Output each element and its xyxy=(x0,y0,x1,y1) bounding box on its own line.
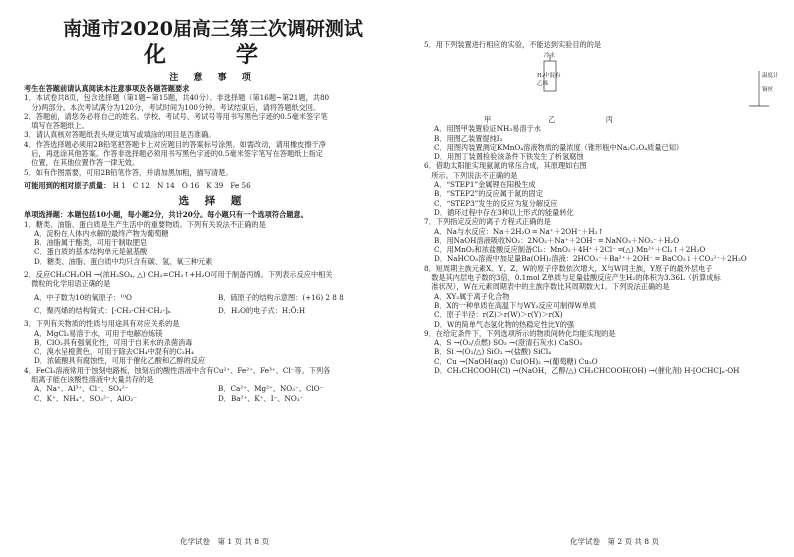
option: D．糖类、油脂、蛋白质中均只含有碳、氢、氧三种元素 xyxy=(34,256,213,266)
option: C．“STEP3”发生的反应为复分解反应 xyxy=(434,198,558,208)
exam-title: 南通市2020届高三第三次调研测试 xyxy=(63,18,363,40)
option: C．聚丙烯的结构简式：[-CH₂-CH-CH₂-]ₙ xyxy=(34,305,171,315)
option: B．用NaOH溶液吸收NO₂：2NO₂＋Na⁺＋2OH⁻ ═ NaNO₃＋NO₂⁻＋H₂O xyxy=(434,235,680,245)
option: C．K⁺、NH₄⁺、SO₃²⁻、AlO₂⁻ xyxy=(34,393,138,403)
question-7-stem: 7．下列指定反应的离子方程式正确的是 xyxy=(424,217,551,227)
option: D．W的简单气态氢化物的热稳定性比Y的强 xyxy=(434,319,575,329)
page-footer: 化学试卷 第 2 页 共 8 页 xyxy=(570,537,659,546)
option-row xyxy=(24,384,402,393)
notice-lead: 考生在答题前请认真阅读本注意事项及各题答题要求 xyxy=(24,84,190,93)
option: C．蛋白质的基本结构单元是氨基酸 xyxy=(34,247,148,257)
question-9-stem: 9．在给定条件下，下列选项所示的物质间转化均能实现的是 xyxy=(424,328,616,338)
option: C．用MnO₂和浓盐酸反应制备Cl₂：MnO₂＋4H⁺＋2Cl⁻ ═(△) Mn²⁺＋Cl₂↑＋2H₂O xyxy=(434,245,706,255)
page-footer: 化学试卷 第 1 页 共 8 页 xyxy=(180,537,269,546)
option-row xyxy=(24,293,402,302)
option: C．溴水呈橙黄色，可用于除去CH₄中混有的C₂H₄ xyxy=(34,347,194,357)
option: D．浓硫酸具有腐蚀性，可用于催化乙酸和乙醇的反应 xyxy=(34,356,206,366)
question-2-stem: 2．反应CH₃CH₂OH →(浓H₂SO₄, △) CH₂=CH₂↑+H₂O可用于制备丙烯。下列表示反应中相关 xyxy=(24,270,333,280)
subject-title: 化 学 xyxy=(143,42,282,68)
option: A．淀粉在人体内水解的最终产物为葡萄糖 xyxy=(34,228,169,238)
option-row xyxy=(24,394,402,403)
option: A．用图甲装置验证NH₃易溶于水 xyxy=(434,124,541,134)
option-row xyxy=(24,306,402,315)
apparatus-label: 冷水 xyxy=(544,53,556,60)
question-8-stem-cont: 数是其内层电子数的3倍，0.1mol Z单质与足量盐酸反应产生H₂的体积为3.36L（折算成标 xyxy=(424,273,721,283)
option: C．原子半径：r(Z)＞r(W)＞r(Y)＞r(X) xyxy=(434,310,563,320)
apparatus-figure xyxy=(424,51,786,113)
notice-line: 分)两部分。本次考试满分为120分，考试时间为100分钟。考试结束后，请将答题纸交回。 xyxy=(24,102,321,112)
apparatus-label: 铜丝 xyxy=(762,87,774,94)
option: B．硫原子的结构示意图：(+16) 2 8 8 xyxy=(218,292,344,302)
question-6-stem-cont: 所示。下列说法不正确的是 xyxy=(424,170,518,180)
option: D．H₂O的电子式：H:Ö:H xyxy=(218,305,306,315)
atomic-mass-values: H 1 C 12 N 14 O 16 K 39 Fe 56 xyxy=(112,180,251,190)
atomic-mass-label: 可能用到的相对原子质量： xyxy=(24,180,111,190)
question-6-stem: 6．借助太阳能实现氨氮的常压合成，其原理如右图 xyxy=(424,161,587,171)
question-3-stem: 3．下列有关物质的性质与用途具有对应关系的是 xyxy=(24,319,180,329)
option: B．油脂属于酯类，可用于制取肥皂 xyxy=(34,238,148,248)
question-4-stem-cont: 组离子能在该酸性溶液中大量共存的是 xyxy=(24,375,154,385)
option: C．Cu →(NaOH(aq)) Cu(OH)₂ →(葡萄糖) Cu₂O xyxy=(434,356,598,366)
notice-line: 填写在答题纸上。 xyxy=(24,121,89,131)
apparatus-label: H₂中混有 xyxy=(537,73,561,80)
apparatus-label: 乙烯 xyxy=(537,81,549,88)
option: C．用图丙装置测定KMnO₄溶液物质的量浓度（锥形瓶中Na₂C₂O₄质量已知） xyxy=(434,142,684,152)
option: D．循环过程中存在3种以上形式的能量转化 xyxy=(434,207,574,217)
option: D．NaHCO₃溶液中加足量Ba(OH)₂溶液：2HCO₃⁻＋Ba²⁺＋2OH⁻ ═ BaCO₃↓＋CO₃²⁻＋2H₂O xyxy=(434,254,747,264)
option: A．MgCl₂易溶于水，可用于电解冶炼镁 xyxy=(34,328,163,338)
question-5-stem: 5．用下列装置进行相应的实验，不能达到实验目的的是 xyxy=(424,40,602,49)
option: A．S →(O₂/点燃) SO₃ →(澄清石灰水) CaSO₃ xyxy=(434,338,583,348)
option: A．中子数为10的氧原子：¹⁰O xyxy=(34,292,132,302)
question-8-stem-cont: 准状况），W在元素周期表中的主族序数比其周期数大1。下列说法正确的是 xyxy=(424,282,670,292)
option: A．“STEP1”金属锂在阳极生成 xyxy=(434,180,536,190)
atomic-mass-line xyxy=(24,181,402,190)
apparatus-label: 温度计 xyxy=(762,73,779,80)
option: A．Na与水反应：Na＋2H₂O ═ Na⁺＋2OH⁻＋H₂↑ xyxy=(434,226,604,236)
option: B．“STEP2”的反应属于氮的固定 xyxy=(434,189,543,199)
notice-list xyxy=(24,93,402,177)
section-intro: 单项选择题：本题包括10小题，每小题2分，共计20分。每小题只有一个选项符合题意。 xyxy=(24,210,308,220)
option: A．Na⁺、Al³⁺、Cl⁻、SO₄²⁻ xyxy=(34,384,129,394)
section-title: 选 择 题 xyxy=(178,195,248,208)
question-2-stem-cont: 微粒的化学用语正确的是 xyxy=(24,279,111,289)
option: B．X的一种单质在高温下与WY₂反应可制得W单质 xyxy=(434,300,597,310)
apparatus-caption: 甲 乙 丙 xyxy=(484,115,613,125)
notice-line: 2．答题前，请您务必将自己的姓名、学校、考试号、考试号等用书写黑色字迹的0.5毫米签字笔 xyxy=(24,111,328,121)
option: B．用图乙装置提纯I₂ xyxy=(434,133,503,143)
option: B．Si →(O₂/△) SiO₂ →(盐酸) SiCl₄ xyxy=(434,347,552,357)
notice-line: 1．本试卷共8页，包含选择题（第1题~第15题，共40分）、非选择题（第16题~第21题，共80 xyxy=(24,93,330,103)
question-4-stem: 4．FeCl₃溶液常用于蚀刻电路板，蚀刻后的酸性溶液中含有Cu²⁺、Fe²⁺、Fe³⁺、Cl⁻等。下列各 xyxy=(24,365,331,375)
notice-line: 3．请认真核对答题纸表头规定填写或填涂的项目是否准确。 xyxy=(24,130,216,140)
apparatus-drawing xyxy=(424,51,784,113)
option: B．Ca²⁺、Mg²⁺、NO₃⁻、ClO⁻ xyxy=(218,384,324,394)
option: D．用图丁装置检验该条件下铁发生了析氢腐蚀 xyxy=(434,152,584,162)
notice-heading: 注 意 事 项 xyxy=(169,73,257,83)
option: D．CH₃CHCOOH(Cl) →(NaOH，乙醇/△) CH₃CHCOOH(OH) →(催化剂) H-[OCHC]ₙ-OH xyxy=(434,366,740,376)
page-2 xyxy=(410,0,794,557)
option: D．Ba²⁺、K⁺、I⁻、NO₃⁻ xyxy=(218,393,304,403)
question-1-stem: 1．糖类、油脂、蛋白质是生产生活中的重要物质。下列有关说法不正确的是 xyxy=(24,219,266,229)
notice-line: 后，再选涂其他答案。作答非选择题必须用书写黑色字迹的0.5毫米签字笔写在答题纸上指定 xyxy=(24,149,323,159)
notice-line: 位置，在其他位置作答一律无效。 xyxy=(24,158,140,168)
option: A．XY₂属于离子化合物 xyxy=(434,291,510,301)
notice-line: 4．作答选择题必须用2B铅笔把答题卡上对应题目的答案标号涂黑。如需改动，请用橡皮擦干净 xyxy=(24,139,326,149)
question-8-stem: 8．短周期主族元素X、Y、Z、W的原子序数依次增大，X与W同主族，Y原子的最外层电子 xyxy=(424,263,713,273)
notice-line: 5．如有作图需要，可用2B铅笔作答，并请加黑加粗，描写清楚。 xyxy=(24,167,233,177)
option: B．ClO₂具有强氧化性，可用于自来水的杀菌消毒 xyxy=(34,337,193,347)
